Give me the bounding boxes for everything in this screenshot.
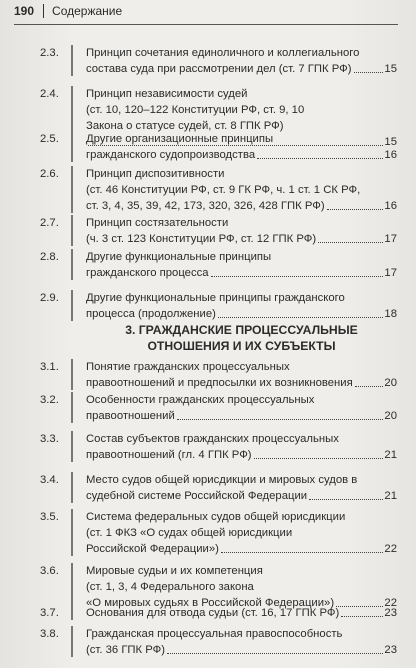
toc-entry-text (86, 509, 397, 557)
dot-leader (211, 276, 384, 277)
dot-leader (167, 653, 383, 654)
toc-entry-line: Другие функциональные принципы (86, 251, 272, 263)
toc-entry-line: Другие функциональные принципы гражданского (86, 292, 345, 304)
toc-entry-bar (71, 392, 73, 423)
dot-leader (177, 419, 384, 420)
toc-entry-page: 17 (384, 233, 397, 245)
toc-entry-number: 3.5. (40, 511, 59, 523)
toc-entry-last-line (86, 265, 397, 281)
toc-entry-bar (71, 509, 73, 556)
toc-entry-line: (ст. 10, 120–122 Конституции РФ, ст. 9, 10 (86, 104, 305, 116)
dot-leader (218, 317, 384, 318)
toc-entry-number: 3.7. (40, 607, 59, 619)
toc-entry-last-line (86, 642, 397, 658)
toc-entry-number: 2.3. (40, 47, 59, 59)
toc-entry-number: 2.5. (40, 133, 59, 145)
toc-entry-bar (71, 166, 73, 213)
toc-entry-number: 3.8. (40, 628, 59, 640)
toc-entry-page: 20 (384, 377, 397, 389)
toc-entry-line: Другие организационные принципы (86, 133, 274, 145)
toc-entry-bar (71, 45, 73, 76)
section-heading (86, 322, 397, 354)
toc-entry-line: (ст. 46 Конституции РФ, ст. 9 ГК РФ, ч. 1 ст. 1 СК РФ, (86, 184, 361, 196)
toc-entry-line: гражданского судопроизводства (86, 149, 256, 161)
toc-entry-page: 20 (384, 410, 397, 422)
toc-entry-last-line (86, 605, 397, 621)
toc-entry-number: 2.8. (40, 251, 59, 263)
toc-entry-text (86, 249, 397, 281)
toc-entry-line: Система федеральных судов общей юрисдикции (86, 511, 346, 523)
toc-entry-page: 21 (384, 490, 397, 502)
dot-leader (254, 458, 384, 459)
toc-entry-page: 22 (384, 597, 397, 609)
toc-entry-text (86, 131, 397, 163)
toc-entry-number: 3.4. (40, 474, 59, 486)
toc-entry-bar (71, 563, 73, 610)
toc-entry-page: 21 (384, 449, 397, 461)
section-heading-line-2: ОТНОШЕНИЯ И ИХ СУБЪЕКТЫ (147, 339, 336, 353)
page-number: 190 (14, 4, 35, 18)
dot-leader (327, 209, 384, 210)
toc-entry-line: «О мировых судьях в Российской Федерации») (86, 597, 335, 609)
toc-entry-last-line (86, 375, 397, 391)
toc-entry-line: Основания для отвода судьи (ст. 16, 17 ГПК РФ) (86, 607, 340, 619)
toc-entry-page: 18 (384, 308, 397, 320)
header-separator (43, 4, 44, 18)
toc-entry-text (86, 215, 397, 247)
toc-entry-bar (71, 431, 73, 462)
dot-leader (221, 552, 384, 553)
toc-entry-line: Российской Федерации») (86, 543, 219, 555)
toc-entry-line: Принцип независимости судей (86, 88, 248, 100)
toc-entry-bar (71, 131, 73, 162)
toc-entry-text (86, 431, 397, 463)
dot-leader (318, 242, 383, 243)
toc-entry-bar (71, 359, 73, 390)
toc-entry-last-line (86, 541, 397, 557)
toc-entry-bar (71, 290, 73, 321)
toc-entry-number: 3.3. (40, 433, 59, 445)
toc-entry-number: 2.6. (40, 168, 59, 180)
toc-entry-number: 2.9. (40, 292, 59, 304)
toc-entry-text (86, 45, 397, 77)
toc-entry-text (86, 166, 397, 214)
toc-entry-page: 17 (384, 267, 397, 279)
header-title: Содержание (52, 4, 123, 18)
toc-entry-text (86, 392, 397, 424)
dot-leader (309, 499, 383, 500)
toc-entry-line: Принцип сочетания единоличного и коллегиального (86, 47, 360, 59)
dot-leader (341, 616, 383, 617)
toc-entry-line: (ст. 1, 3, 4 Федерального закона (86, 581, 254, 593)
toc-entry-line: Принцип состязательности (86, 217, 229, 229)
toc-entry-line: Закона о статусе судей, ст. 8 ГПК РФ) (86, 120, 284, 132)
toc-entry-bar (71, 215, 73, 246)
section-heading-line-1: 3. ГРАЖДАНСКИЕ ПРОЦЕССУАЛЬНЫЕ (125, 323, 358, 337)
running-header (14, 0, 406, 22)
toc-entry-text (86, 359, 397, 391)
toc-entry-line: судебной системе Российской Федерации (86, 490, 308, 502)
toc-entry-page: 15 (384, 63, 397, 75)
toc-entry-line: Принцип диспозитивности (86, 168, 225, 180)
toc-entry-last-line (86, 488, 397, 504)
toc-entry-page: 22 (384, 543, 397, 555)
toc-entry-page: 16 (384, 149, 397, 161)
toc-entry-text (86, 605, 397, 621)
toc-entry-number: 3.6. (40, 565, 59, 577)
toc-entry-last-line (86, 147, 397, 163)
toc-entry-page: 23 (384, 607, 397, 619)
toc-entry-number: 2.7. (40, 217, 59, 229)
toc-entry-line: состава суда при рассмотрении дел (ст. 7 ГПК РФ) (86, 63, 352, 75)
toc-entry-line: правоотношений и предпосылки их возникновения (86, 377, 353, 389)
toc-entry-line: (ч. 3 ст. 123 Конституции РФ, ст. 12 ГПК РФ) (86, 233, 317, 245)
toc-entry-text (86, 290, 397, 322)
toc-entry-last-line (86, 408, 397, 424)
toc-entry-last-line (86, 61, 397, 77)
toc-entry-page: 15 (384, 136, 397, 148)
header-rule (14, 24, 398, 25)
toc-entry-number: 3.1. (40, 361, 59, 373)
toc-entry-last-line (86, 306, 397, 322)
dot-leader (354, 72, 384, 73)
toc-entry-line: (ст. 36 ГПК РФ) (86, 644, 166, 656)
toc-entry-line: Состав субъектов гражданских процессуальных (86, 433, 339, 445)
toc-entry-line: ст. 3, 4, 35, 39, 42, 173, 320, 326, 428 ГПК РФ) (86, 200, 325, 212)
toc-entry-line: правоотношений (86, 410, 175, 422)
toc-entry-text (86, 472, 397, 504)
toc-entry-line: процесса (продолжение) (86, 308, 216, 320)
toc-entry-last-line (86, 198, 397, 214)
toc-entry-last-line (86, 447, 397, 463)
toc-entry-page: 16 (384, 200, 397, 212)
toc-entry-line: правоотношений (гл. 4 ГПК РФ) (86, 449, 252, 461)
toc-entry-line: Место судов общей юрисдикции и мировых судов в (86, 474, 358, 486)
toc-entry-line: Гражданская процессуальная правоспособность (86, 628, 343, 640)
toc-entry-bar (71, 472, 73, 503)
dot-leader (257, 158, 383, 159)
toc-entry-last-line (86, 231, 397, 247)
toc-entry-line: Понятие гражданских процессуальных (86, 361, 290, 373)
toc-entry-text (86, 626, 397, 658)
toc-entry-line: гражданского процесса (86, 267, 209, 279)
toc-entry-page: 23 (384, 644, 397, 656)
toc-entry-line: Мировые судьи и их компетенция (86, 565, 263, 577)
toc-entry-bar (71, 249, 73, 280)
toc-entry-line: (ст. 1 ФКЗ «О судах общей юрисдикции (86, 527, 293, 539)
toc-entry-text (86, 563, 397, 611)
toc-entry-number: 2.4. (40, 88, 59, 100)
toc-entry-line: Особенности гражданских процессуальных (86, 394, 315, 406)
toc-entry-number: 3.2. (40, 394, 59, 406)
toc-entry-bar (71, 605, 73, 620)
toc-entry-bar (71, 626, 73, 657)
dot-leader (355, 386, 384, 387)
